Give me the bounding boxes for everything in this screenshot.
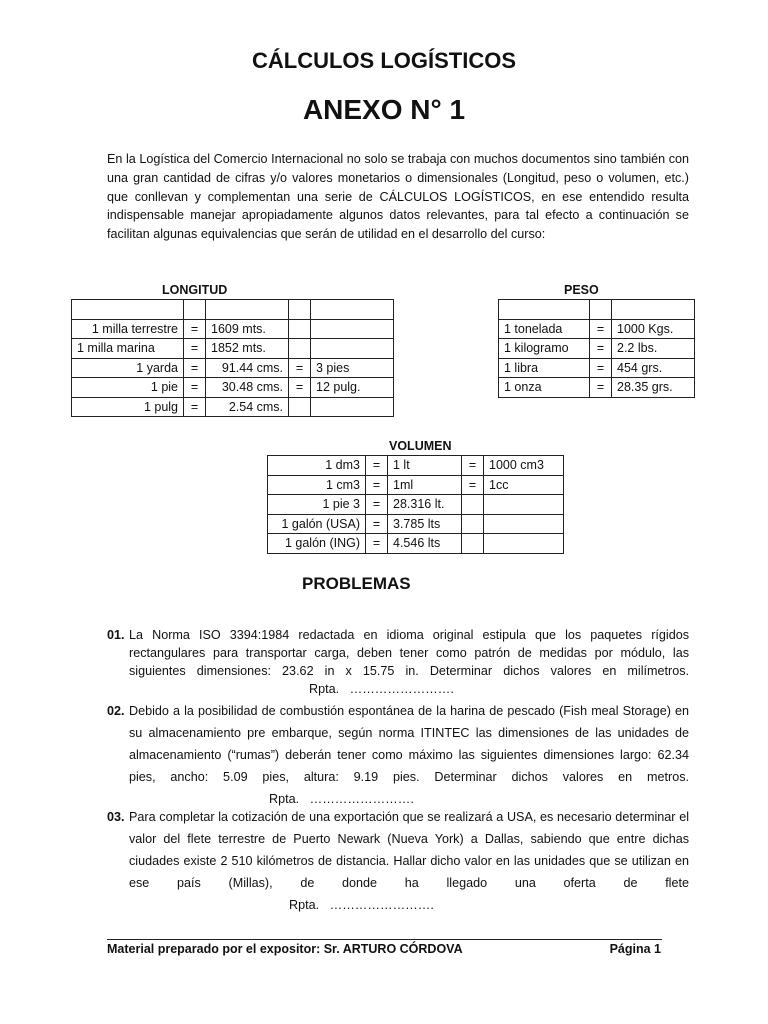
table-cell: 1 tonelada	[499, 319, 590, 339]
table-cell: =	[366, 475, 388, 495]
table-row	[72, 339, 394, 359]
table-cell	[590, 300, 612, 320]
answer-blank: Rpta. …………………….	[289, 898, 434, 912]
table-cell	[289, 300, 311, 320]
volumen-label: VOLUMEN	[389, 439, 452, 453]
volumen-table	[267, 455, 564, 554]
table-cell	[72, 300, 184, 320]
table-cell: 1 pie 3	[268, 495, 366, 515]
table-cell: =	[184, 339, 206, 359]
problem-item	[107, 626, 689, 698]
table-cell: 1609 mts.	[206, 319, 289, 339]
table-row	[499, 300, 695, 320]
table-cell	[311, 300, 394, 320]
problem-text: Debido a la posibilidad de combustión espontánea de la harina de pescado (Fish meal Storage) en su almacenamiento pre embarque, según norma ITINTEC las dimensiones de las unidades de almacenamiento (“rumas”) deberán tener como máximo las siguientes dimensiones largo: 62.34 pies, ancho: 5.09 pies, altura: 9.19 pies. Determinar dichos valores en metros.	[129, 704, 689, 784]
table-cell: =	[590, 319, 612, 339]
table-cell: 454 grs.	[612, 358, 695, 378]
footer-author: Material preparado por el expositor: Sr. ARTURO CÓRDOVA	[107, 942, 463, 956]
table-cell	[311, 339, 394, 359]
table-row	[72, 378, 394, 398]
table-cell: 30.48 cms.	[206, 378, 289, 398]
table-cell	[484, 534, 564, 554]
table-cell: 1 kilogramo	[499, 339, 590, 359]
table-cell: 1 milla marina	[72, 339, 184, 359]
table-cell: =	[184, 397, 206, 417]
table-cell: =	[590, 358, 612, 378]
table-cell	[311, 397, 394, 417]
longitud-table	[71, 299, 394, 417]
problem-item	[107, 700, 689, 810]
table-row	[72, 300, 394, 320]
table-cell: 3 pies	[311, 358, 394, 378]
table-cell	[484, 495, 564, 515]
table-row	[499, 319, 695, 339]
table-row	[268, 456, 564, 476]
table-cell: =	[590, 378, 612, 398]
table-cell: 1 pie	[72, 378, 184, 398]
table-row	[499, 358, 695, 378]
table-cell: 1 libra	[499, 358, 590, 378]
table-cell: 28.316 lt.	[388, 495, 462, 515]
table-row	[499, 378, 695, 398]
footer-divider	[107, 939, 662, 940]
answer-blank: Rpta. …………………….	[309, 682, 454, 696]
table-cell: 1 pulg	[72, 397, 184, 417]
table-cell: 1 onza	[499, 378, 590, 398]
problem-text: La Norma ISO 3394:1984 redactada en idioma original estipula que los paquetes rígidos rectangulares para transportar carga, deben tener como patrón de medidas por módulo, las siguientes dimensiones: 23.62 in x 15.75 in. Determinar dichos valores en milímetros.	[129, 628, 689, 678]
table-row	[268, 475, 564, 495]
table-cell: 1 galón (ING)	[268, 534, 366, 554]
table-cell	[612, 300, 695, 320]
table-cell: 1 lt	[388, 456, 462, 476]
table-cell: 1 milla terrestre	[72, 319, 184, 339]
problem-text: Para completar la cotización de una exportación que se realizará a USA, es necesario determinar el valor del flete terrestre de Puerto Newark (Nueva York) a Dallas, sabiendo que entre dichas ciudades existe 2 510 kilómetros de distancia. Hallar dicho valor en las unidades que se utilizan en ese país (Millas), de donde ha llegado una oferta de flete	[129, 810, 689, 890]
table-cell	[206, 300, 289, 320]
intro-paragraph: En la Logística del Comercio Internacional no solo se trabaja con muchos documentos sino también con una gran cantidad de cifras y/o valores monetarios o dimensionales (Longitud, peso o volumen, etc.) que conllevan y complementan una serie de CÁLCULOS LOGÍSTICOS, en ese entendido resulta indispensable manejar apropiadamente algunos datos relevantes, para tal efecto a continuación se facilitan algunas equivalencias que serán de utilidad en el desarrollo del curso:	[107, 152, 689, 242]
table-cell: =	[184, 378, 206, 398]
problem-number: 03.	[107, 810, 125, 824]
answer-blank: Rpta. …………………….	[269, 792, 414, 806]
table-cell: 1000 Kgs.	[612, 319, 695, 339]
table-cell	[289, 397, 311, 417]
table-cell: =	[462, 456, 484, 476]
table-cell: 4.546 lts	[388, 534, 462, 554]
table-cell: =	[366, 534, 388, 554]
table-cell	[289, 319, 311, 339]
table-cell: 1 cm3	[268, 475, 366, 495]
table-cell: 2.54 cms.	[206, 397, 289, 417]
table-cell	[184, 300, 206, 320]
table-row	[268, 514, 564, 534]
table-cell: 2.2 lbs.	[612, 339, 695, 359]
table-cell: 1ml	[388, 475, 462, 495]
page-title: CÁLCULOS LOGÍSTICOS	[252, 48, 516, 73]
table-cell	[289, 339, 311, 359]
table-cell: =	[462, 475, 484, 495]
table-cell: 1852 mts.	[206, 339, 289, 359]
table-cell: =	[184, 358, 206, 378]
problem-number: 02.	[107, 704, 125, 718]
table-cell: =	[366, 514, 388, 534]
table-cell: 1 dm3	[268, 456, 366, 476]
table-cell	[462, 495, 484, 515]
problem-number: 01.	[107, 628, 125, 642]
table-cell: =	[289, 378, 311, 398]
table-row	[499, 339, 695, 359]
table-cell: =	[289, 358, 311, 378]
table-cell	[311, 319, 394, 339]
problemas-heading: PROBLEMAS	[302, 574, 411, 593]
table-cell	[462, 514, 484, 534]
table-row	[268, 534, 564, 554]
table-cell	[462, 534, 484, 554]
table-cell: =	[366, 456, 388, 476]
table-row	[72, 358, 394, 378]
page-number: Página 1	[609, 942, 661, 956]
table-row	[72, 319, 394, 339]
table-cell: 1 galón (USA)	[268, 514, 366, 534]
peso-table	[498, 299, 695, 398]
table-cell: 1000 cm3	[484, 456, 564, 476]
table-cell: 91.44 cms.	[206, 358, 289, 378]
table-cell: 12 pulg.	[311, 378, 394, 398]
table-cell: 28.35 grs.	[612, 378, 695, 398]
table-row	[268, 495, 564, 515]
table-cell	[499, 300, 590, 320]
table-cell: 1cc	[484, 475, 564, 495]
peso-label: PESO	[564, 283, 599, 297]
table-row	[72, 397, 394, 417]
table-cell	[484, 514, 564, 534]
annex-title: ANEXO N° 1	[302, 94, 466, 125]
table-cell: =	[366, 495, 388, 515]
table-cell: =	[590, 339, 612, 359]
table-cell: =	[184, 319, 206, 339]
problem-item	[107, 806, 689, 916]
table-cell: 3.785 lts	[388, 514, 462, 534]
longitud-label: LONGITUD	[162, 283, 228, 297]
table-cell: 1 yarda	[72, 358, 184, 378]
